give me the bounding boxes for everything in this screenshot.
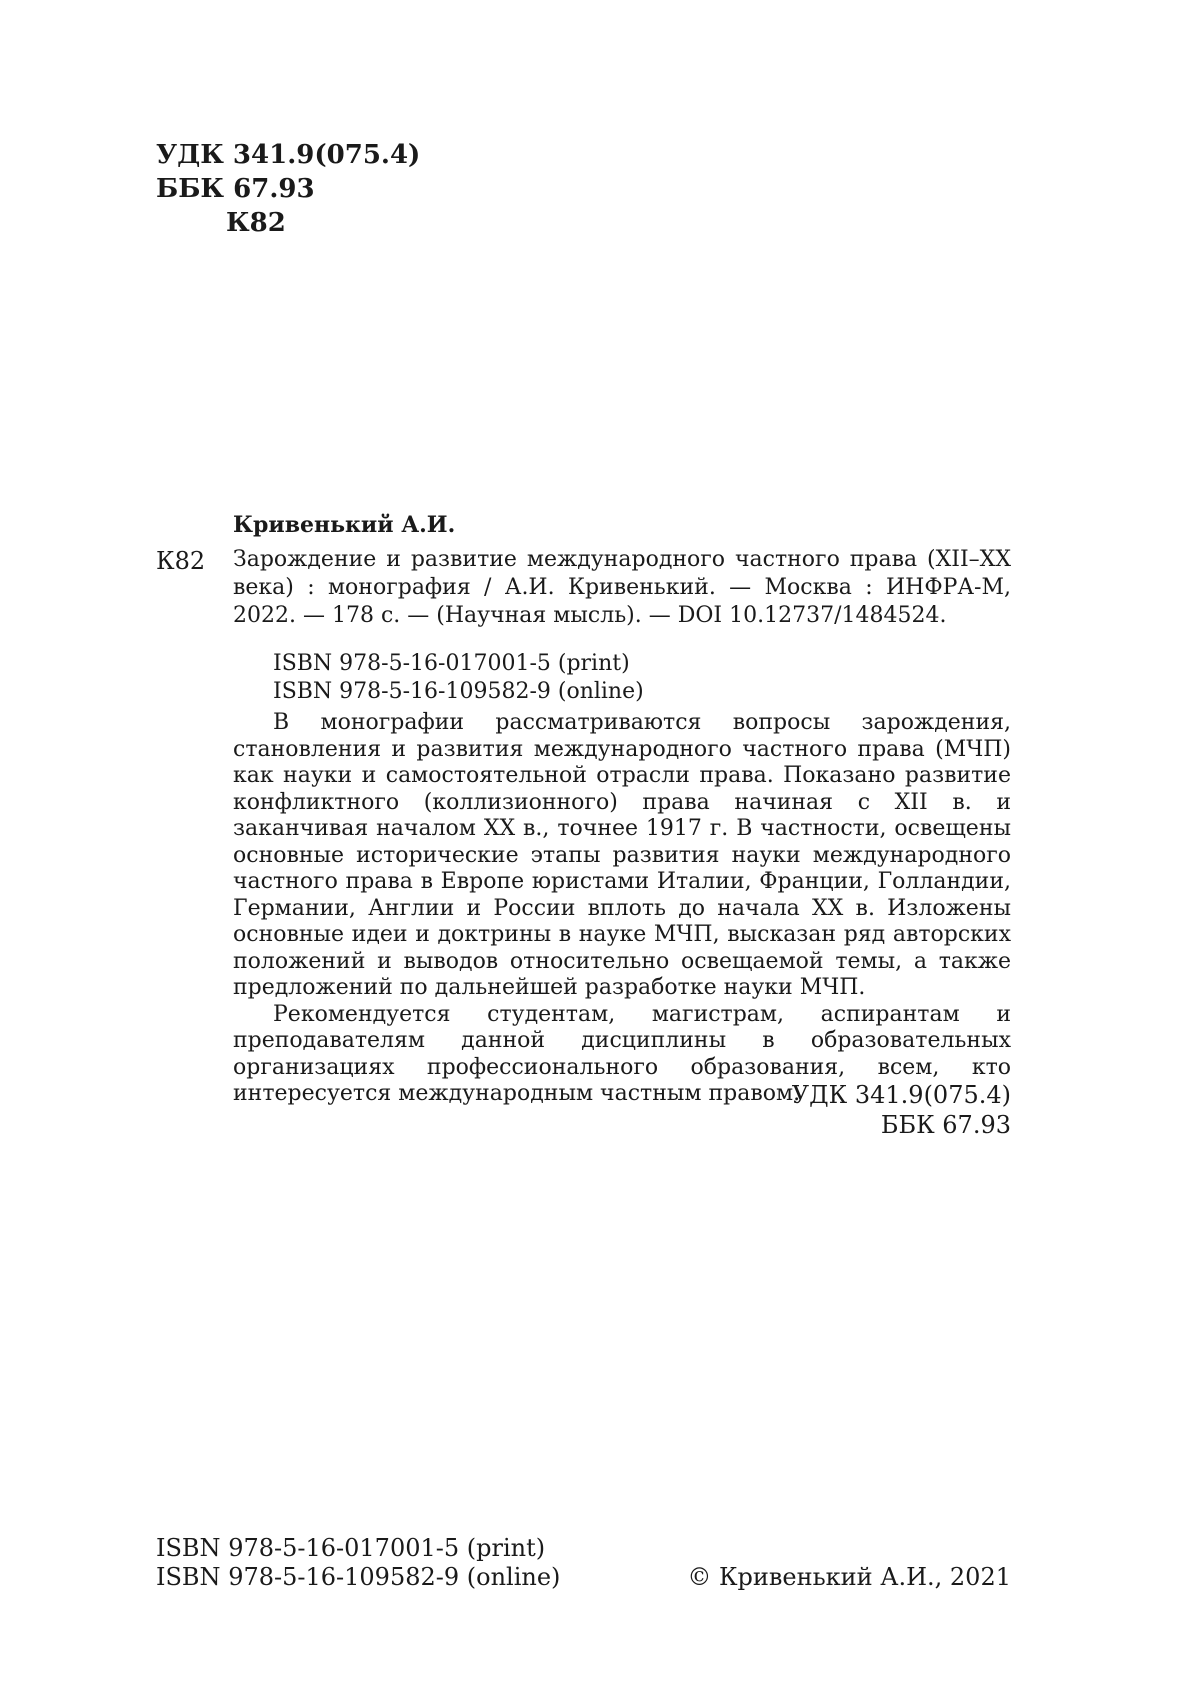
- header-classification-codes: [156, 138, 420, 240]
- footer-isbn-block: [156, 1534, 560, 1592]
- udk-code: УДК 341.9(075.4): [156, 140, 421, 170]
- copyright-notice: © Кривенький А.И., 2021: [687, 1563, 1011, 1591]
- catalog-udk-code: УДК 341.9(075.4): [791, 1081, 1011, 1109]
- bibliographic-description: Зарождение и развитие международного частного права (XII–XX века) : монография / А.И. Кривенький. — Москва : ИНФРА-М, 2022. — 178 с. — (Научная мысль). — DOI 10.12737/1484524.: [233, 547, 1011, 628]
- catalog-bbk-code: ББК 67.93: [880, 1111, 1011, 1139]
- catalog-isbn-online: ISBN 978-5-16-109582-9 (online): [273, 679, 644, 704]
- catalog-isbn-block: [273, 650, 644, 706]
- annotation-recommendation: Рекомендуется студентам, магистрам, аспирантам и преподавателям данной дисциплины в образовательных организациях профессионального образования, всем, кто интересуется международным частным правом.: [233, 1001, 1011, 1106]
- footer-isbn-online: ISBN 978-5-16-109582-9 (online): [156, 1563, 561, 1591]
- author-mark: К82: [226, 208, 286, 238]
- catalog-author: Кривенький А.И.: [233, 512, 456, 538]
- catalog-author-mark: К82: [156, 547, 206, 575]
- catalog-isbn-print: ISBN 978-5-16-017001-5 (print): [273, 651, 630, 676]
- annotation: [233, 710, 1011, 1108]
- bbk-code: ББК 67.93: [156, 174, 315, 204]
- annotation-paragraph: В монографии рассматриваются вопросы зарождения, становления и развития международного частного права (МЧП) как науки и самостоятельной отрасли права. Показано развитие конфликтного (коллизионного) права начиная с XII в. и заканчивая началом XX в., точнее 1917 г. В частности, освещены основные исторические этапы развития науки международного частного права в Европе юристами Италии, Франции, Голландии, Германии, Англии и России вплоть до начала XX в. Изложены основные идеи и доктрины в науке МЧП, высказан ряд авторских положений и выводов относительно освещаемой темы, а также предложений по дальнейшей разработке науки МЧП.: [233, 710, 1011, 1000]
- footer-isbn-print: ISBN 978-5-16-017001-5 (print): [156, 1534, 546, 1562]
- catalog-classification-codes: [792, 1080, 1011, 1140]
